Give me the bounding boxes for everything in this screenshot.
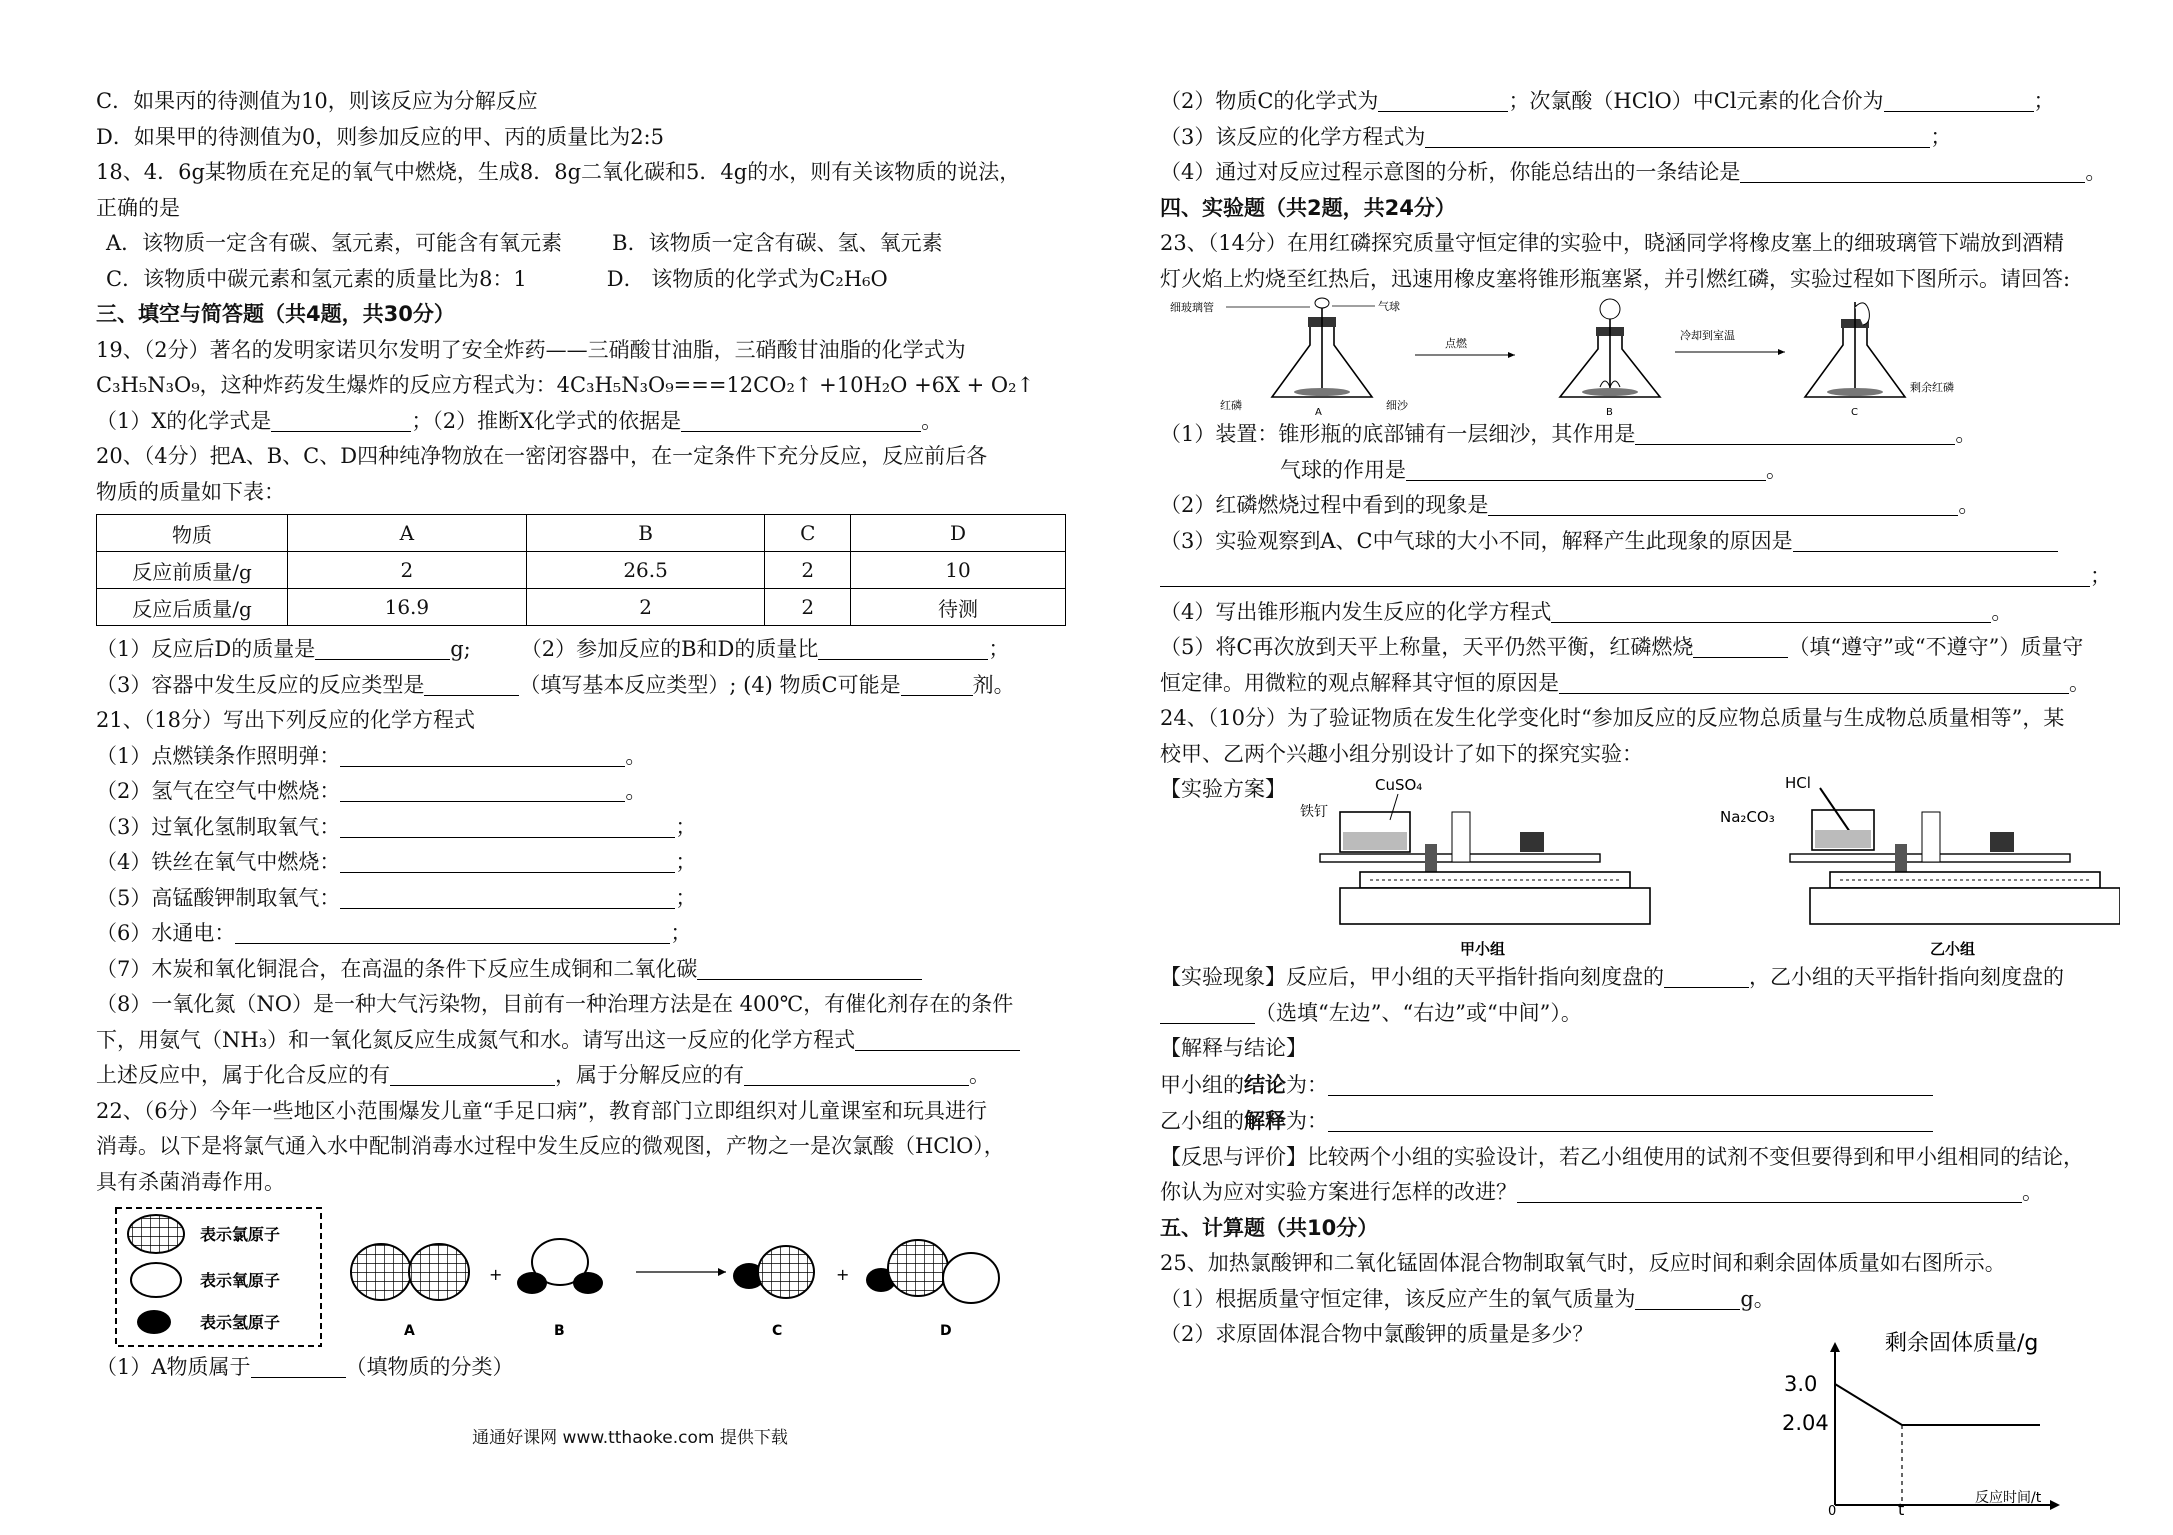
flask-svg [1160, 297, 2120, 417]
answer-blank[interactable] [1425, 125, 1930, 148]
graph-series-decline [1835, 1384, 1902, 1425]
flask-diagram [1160, 297, 2120, 417]
arrow-head-icon [718, 1268, 726, 1276]
q24-yi-bold: 解释 [1244, 1108, 1286, 1133]
table-cell: 物质 [97, 515, 288, 552]
arrow-head-icon [1508, 352, 1515, 358]
q21-item-label: （5）高锰酸钾制取氧气： [96, 885, 341, 910]
q21-stem: 21、（18分）写出下列反应的化学方程式 [96, 708, 475, 732]
q24-jia-label-b: 为： [1286, 1072, 1328, 1097]
q21-item-label: （4）铁丝在氧气中燃烧： [96, 850, 341, 874]
table-row [97, 589, 1066, 626]
answer-blank[interactable] [271, 409, 411, 432]
table-cell: 反应前质量/g [97, 552, 288, 589]
q22-stem-3: 具有杀菌消毒作用。 [96, 1169, 285, 1194]
punct: 。 [625, 743, 647, 768]
table-cell: 2 [765, 552, 851, 589]
label-cool: 冷却到室温 [1680, 329, 1735, 342]
table-cell: B [526, 515, 765, 552]
q25-2: （2）求原固体混合物中氯酸钾的质量是多少？ [1160, 1322, 1594, 1346]
label-na2co3: Na₂CO₃ [1720, 808, 1775, 826]
punct: ； [988, 637, 1010, 661]
answer-blank[interactable] [818, 637, 988, 660]
q21-item-label: （2）氢气在空气中燃烧： [96, 779, 341, 803]
section-5-heading: 五、计算题（共10分） [1160, 1215, 1379, 1240]
punct: 。 [1991, 599, 2013, 624]
punct: 。 [1766, 457, 1787, 482]
answer-blank[interactable] [1488, 493, 1958, 516]
molecule-d-oxygen [943, 1253, 999, 1303]
label-red-phosphorus: 红磷 [1220, 399, 1242, 412]
answer-blank[interactable] [1406, 458, 1766, 481]
q24-stem-2: 校甲、乙两个兴趣小组分别设计了如下的探究实验： [1160, 741, 1643, 766]
answer-blank[interactable] [1664, 965, 1749, 988]
punct: ； [2090, 564, 2111, 588]
right-column [1160, 84, 2120, 1353]
q21-item [96, 916, 1056, 952]
label-ignite: 点燃 [1445, 337, 1467, 350]
q24-phenomenon [1160, 960, 2120, 996]
q22-stem-2: 消毒。以下是将氯气通入水中配制消毒水过程中发生反应的微观图，产物之一是次氯酸（HClO）， [96, 1134, 1005, 1158]
answer-blank[interactable] [340, 886, 675, 909]
molecule-svg [96, 1200, 1056, 1350]
mass-time-graph [1770, 1330, 2070, 1515]
punct: ； [675, 885, 697, 910]
answer-blank[interactable] [315, 637, 450, 660]
q24-jia-label: 甲小组的 [1160, 1072, 1244, 1097]
answer-blank[interactable] [1884, 89, 2034, 112]
q24-phen-hint: （选填“左边”、“右边”或“中间”）。 [1255, 1000, 1582, 1025]
q21-list [96, 739, 1056, 952]
label-group-jia: 甲小组 [1460, 940, 1506, 958]
molecule-label-c: C [772, 1323, 783, 1339]
label-cuso4: CuSO₄ [1375, 776, 1423, 794]
molecule-label-b: B [554, 1323, 565, 1339]
answer-blank[interactable] [340, 779, 625, 802]
answer-blank[interactable] [744, 1063, 969, 1086]
section-4-heading: 四、实验题（共2题，共24分） [1160, 195, 1456, 220]
q24-jia-bold: 结论 [1244, 1071, 1286, 1097]
q24-yi-label-b: 为： [1286, 1109, 1328, 1133]
legend-chlorine: 表示氯原子 [200, 1225, 281, 1244]
q21-8-line-3 [96, 1058, 1056, 1094]
q20-4-label: （填写基本反应类型）; (4) 物质C可能是 [519, 672, 901, 697]
punct: ； [675, 814, 697, 839]
q21-item-label: （1）点燃镁条作照明弹： [96, 743, 341, 768]
answer-blank[interactable] [681, 409, 921, 432]
q22-1-hint: （填物质的分类） [345, 1355, 514, 1379]
answer-blank[interactable] [1517, 1180, 2022, 1203]
q22-3 [1160, 120, 2120, 156]
q20-1-label: （1）反应后D的质量是 [96, 637, 316, 661]
q23-5-hint: （填“遵守”或“不遵守”）质量守 [1788, 635, 2084, 659]
table-cell: 2 [288, 552, 527, 589]
answer-blank[interactable] [1328, 1109, 1933, 1132]
q23-1-label: （1）装置：锥形瓶的底部铺有一层细沙，其作用是 [1160, 422, 1636, 446]
table-row [97, 552, 1066, 589]
page-footer: 通通好课网 www.tthaoke.com 提供下载 [472, 1428, 788, 1448]
punct: ； [1930, 124, 1952, 149]
graph-xtick-0: 0 [1828, 1504, 1837, 1515]
label-balloon: 气球 [1378, 300, 1400, 313]
q22-3-label: （3）该反应的化学方程式为 [1160, 124, 1426, 149]
punct: 。 [921, 408, 943, 433]
q21-item [96, 881, 1056, 917]
table-cell: A [288, 515, 527, 552]
unit: g。 [1740, 1286, 1775, 1311]
table-cell: 反应后质量/g [97, 589, 288, 626]
q23-5-label: （5）将C再次放到天平上称量，天平仍然平衡，红磷燃烧 [1160, 635, 1694, 659]
q23-4 [1160, 595, 2120, 631]
q24-explain-heading: 【解释与结论】 [1160, 1036, 1307, 1060]
q20-questions-2 [96, 668, 1056, 704]
q21-8-line-2 [96, 1023, 1056, 1059]
q23-1b-label: 气球的作用是 [1280, 457, 1406, 482]
q25-1 [1160, 1282, 2120, 1318]
unit: g; [450, 637, 471, 661]
legend-hydrogen: 表示氢原子 [200, 1313, 281, 1332]
flask-a [1170, 298, 1409, 417]
answer-blank[interactable] [340, 850, 675, 873]
left-column [96, 84, 1056, 1386]
oxygen-atom-icon [131, 1263, 181, 1297]
q23-3 [1160, 524, 2120, 560]
q24-plan-label: 【实验方案】 [1160, 777, 1286, 801]
q23-4-label: （4）写出锥形瓶内发生反应的化学方程式 [1160, 599, 1552, 624]
answer-blank[interactable] [1160, 1001, 1255, 1024]
q24-stem-1: 24、（10分）为了验证物质在发生化学变化时“参加反应的反应物总质量与生成物总质量相等”，某 [1160, 706, 2065, 730]
q22-2-label: （2）物质C的化学式为 [1160, 89, 1379, 113]
q24-reflect-2 [1160, 1175, 2120, 1211]
q19-stem-2: C₃H₅N₃O₉，这种炸药发生爆炸的反应方程式为：4C₃H₅N₃O₉===12CO₂↑ +10H₂O +6X + O₂↑ [96, 373, 1035, 397]
label-hcl: HCl [1785, 774, 1811, 792]
q23-3b [1160, 559, 2120, 595]
answer-blank[interactable] [424, 673, 519, 696]
table-cell: 待测 [851, 589, 1066, 626]
q20-stem-1: 20、（4分）把A、B、C、D四种纯净物放在一密闭容器中，在一定条件下充分反应，反应前后各 [96, 444, 988, 468]
molecule-b-hydrogen-2 [573, 1272, 603, 1294]
q21-7 [96, 952, 1056, 988]
q23-3-label: （3）实验观察到A、C中气球的大小不同，解释产生此现象的原因是 [1160, 528, 1793, 553]
molecule-a-atom-2 [409, 1244, 469, 1300]
flask-b [1560, 299, 1660, 417]
q18-option-b: B．该物质一定含有碳、氢、氧元素 [612, 231, 943, 255]
q21-item [96, 810, 1056, 846]
q20-2-label: （2）参加反应的B和D的质量比 [520, 637, 819, 661]
q19-questions [96, 404, 1056, 440]
table-cell: 10 [851, 552, 1066, 589]
graph-ytick-2: 2.04 [1782, 1411, 1829, 1435]
punct: 。 [1955, 422, 1977, 446]
q21-8-combo-label: 上述反应中，属于化合反应的有 [96, 1063, 390, 1087]
balance-group-jia [1300, 776, 1650, 958]
q23-stem-2: 灯火焰上灼烧至红热后，迅速用橡皮塞将锥形瓶塞紧，并引燃红磷，实验过程如下图所示。请回答: [1160, 266, 2071, 291]
answer-blank[interactable] [1328, 1073, 1933, 1096]
answer-blank[interactable] [901, 673, 973, 696]
q17-option-d: D．如果甲的待测值为0，则参加反应的甲、丙的质量比为2:5 [96, 124, 664, 149]
q24-phen-label-b: ，乙小组的天平指针指向刻度盘的 [1749, 965, 2064, 989]
q21-item [96, 739, 1056, 775]
punct: ； [2033, 89, 2055, 113]
q18-options-ab [96, 226, 1056, 262]
q17-option-c: C．如果丙的待测值为10，则该反应为分解反应 [96, 89, 538, 113]
punct: 。 [969, 1063, 990, 1087]
mass-table [96, 514, 1066, 626]
label-glass-tube: 细玻璃管 [1170, 301, 1214, 314]
q19-stem-1: 19、（2分）著名的发明家诺贝尔发明了安全炸药——三硝酸甘油脂，三硝酸甘油脂的化学式为 [96, 337, 966, 362]
molecule-a-atom-1 [351, 1244, 411, 1300]
q18-stem-1: 18、4．6g某物质在充足的氧气中燃烧，生成8．8g二氧化碳和5．4g的水，则有关该物质的说法， [96, 160, 1021, 184]
q21-8-label: 下，用氨气（NH₃）和一氧化氮反应生成氮气和水。请写出这一反应的化学方程式 [96, 1027, 856, 1052]
answer-blank[interactable] [1559, 671, 2069, 694]
molecule-c-chlorine [758, 1246, 814, 1298]
answer-blank[interactable] [1793, 529, 2058, 552]
q21-7-label: （7）木炭和氧化铜混合，在高温的条件下反应生成铜和二氧化碳 [96, 956, 698, 981]
punct: 。 [2022, 1180, 2043, 1204]
q18-option-a: A．该物质一定含有碳、氢元素，可能含有氧元素 [106, 231, 563, 255]
q19-1-label: （1）X的化学式是 [96, 408, 272, 433]
balance-svg [1160, 772, 2120, 960]
molecule-label-a: A [404, 1323, 415, 1339]
q21-item-label: （6）水通电： [96, 921, 236, 945]
q22-4 [1160, 155, 2120, 191]
q22-stem-1: 22、（6分）今年一些地区小范围爆发儿童“手足口病”，教育部门立即组织对儿童课室和玩具进行 [96, 1098, 988, 1123]
table-header-row [97, 515, 1066, 552]
q24-jia [1160, 1067, 2120, 1104]
punct: ； [675, 850, 697, 874]
x-axis-arrow-icon [2050, 1500, 2060, 1510]
answer-blank[interactable] [235, 921, 670, 944]
q20-stem-2: 物质的质量如下表： [96, 479, 285, 504]
punct: ； [670, 921, 692, 945]
answer-blank[interactable] [697, 957, 922, 980]
label-remaining-phosphorus: 剩余红磷 [1910, 381, 1954, 394]
q25-1-label: （1）根据质量守恒定律，该反应产生的氧气质量为 [1160, 1286, 1636, 1311]
label-group-yi: 乙小组 [1930, 940, 1976, 958]
table-cell: D [851, 515, 1066, 552]
q21-item [96, 774, 1056, 810]
balance-group-yi [1720, 774, 2120, 958]
q21-item [96, 845, 1056, 881]
answer-blank[interactable] [340, 815, 675, 838]
chlorine-atom-icon [128, 1215, 184, 1253]
q23-5 [1160, 630, 2120, 666]
answer-blank[interactable] [1740, 160, 2085, 183]
punct: 。 [625, 779, 647, 803]
table-cell: 16.9 [288, 589, 527, 626]
table-cell: 2 [526, 589, 765, 626]
flask-label-b: B [1606, 407, 1613, 417]
q22-1-label: （1）A物质属于 [96, 1355, 251, 1379]
q18-option-d: D． 该物质的化学式为C₂H₆O [606, 266, 888, 291]
answer-blank[interactable] [390, 1063, 555, 1086]
q18-stem-2: 正确的是 [96, 195, 180, 220]
q23-stem-1: 23、（14分）在用红磷探究质量守恒定律的实验中，晓涵同学将橡皮塞上的细玻璃管下端放到酒精 [1160, 231, 2064, 255]
q23-1b [1160, 453, 2120, 489]
legend-oxygen: 表示氧原子 [200, 1271, 281, 1290]
q23-5b [1160, 666, 2120, 702]
q18-option-c: C．该物质中碳元素和氢元素的质量比为8：1 [106, 266, 527, 291]
table-cell: C [765, 515, 851, 552]
answer-blank[interactable] [1378, 89, 1508, 112]
q21-8-line-1: （8）一氧化氮（NO）是一种大气污染物，目前有一种治理方法是在 400℃，有催化剂存在的条件 [96, 992, 1014, 1016]
q23-5b-label: 恒定律。用微粒的观点解释其守恒的原因是 [1160, 670, 1559, 695]
q18-options-cd [96, 262, 1056, 298]
q24-reflect-label: 你认为应对实验方案进行怎样的改进？ [1160, 1180, 1517, 1204]
q21-item-label: （3）过氧化氢制取氧气： [96, 814, 341, 839]
arrow-head-icon [1778, 349, 1785, 355]
q22-4-label: （4）通过对反应过程示意图的分析，你能总结出的一条结论是 [1160, 160, 1741, 184]
q23-2 [1160, 488, 2120, 524]
graph-xlabel: 反应时间/t [1975, 1490, 2042, 1506]
plus-sign: + [489, 1265, 503, 1284]
molecule-diagram [96, 1200, 1056, 1350]
q22-1 [96, 1350, 1056, 1386]
table-cell: 2 [765, 589, 851, 626]
q24-phen-label: 【实验现象】反应后，甲小组的天平指针指向刻度盘的 [1160, 965, 1664, 989]
q25-stem: 25、加热氯酸钾和二氧化锰固体混合物制取氧气时，反应时间和剩余固体质量如右图所示。 [1160, 1251, 2006, 1275]
punct: 。 [2069, 670, 2090, 695]
q20-3-label: （3）容器中发生反应的反应类型是 [96, 672, 425, 697]
plus-sign: + [836, 1265, 850, 1284]
answer-blank[interactable] [1635, 422, 1955, 445]
y-axis-arrow-icon [1830, 1342, 1840, 1352]
flask-label-c: C [1851, 407, 1858, 417]
punct: 剂。 [972, 672, 1015, 697]
section-3-heading: 三、填空与简答题（共4题，共30分） [96, 302, 455, 326]
answer-blank[interactable] [855, 1028, 1020, 1051]
hydrogen-atom-icon [137, 1310, 171, 1334]
punct: 。 [2085, 160, 2107, 184]
q22-2 [1160, 84, 2120, 120]
flask-label-a: A [1315, 407, 1322, 417]
label-sand: 细沙 [1386, 399, 1408, 412]
q23-2-label: （2）红磷燃烧过程中看到的现象是 [1160, 493, 1489, 517]
balance-diagram [1160, 772, 2120, 960]
q24-yi [1160, 1103, 2120, 1140]
answer-blank[interactable] [1693, 635, 1788, 658]
answer-blank[interactable] [340, 744, 625, 767]
answer-blank[interactable] [251, 1355, 346, 1378]
answer-blank[interactable] [1551, 600, 1991, 623]
q21-8-decomp-label: ，属于分解反应的有 [555, 1063, 744, 1087]
flask-c [1805, 302, 1954, 417]
answer-blank[interactable] [1160, 564, 2090, 587]
punct: 。 [1958, 493, 1980, 517]
q23-1 [1160, 417, 2120, 453]
molecule-d-chlorine [888, 1240, 948, 1296]
answer-blank[interactable] [1635, 1287, 1740, 1310]
label-iron-nail: 铁钉 [1300, 804, 1328, 820]
q24-yi-label: 乙小组的 [1160, 1109, 1244, 1133]
molecule-b-hydrogen-1 [517, 1272, 547, 1294]
q19-2-label: ；（2）推断X化学式的依据是 [411, 408, 682, 433]
graph-ylabel: 剩余固体质量/g [1885, 1331, 2039, 1356]
q24-reflect-1: 【反思与评价】比较两个小组的实验设计，若乙小组使用的试剂不变但要得到和甲小组相同的结论， [1160, 1144, 2084, 1169]
table-cell: 26.5 [526, 552, 765, 589]
graph-xtick-t: t [1898, 1500, 1905, 1515]
q20-questions-1 [96, 632, 1056, 668]
q24-phenomenon-2 [1160, 996, 2120, 1032]
graph-ytick-1: 3.0 [1784, 1372, 1818, 1396]
q22-2-label-b: ；次氯酸（HClO）中Cl元素的化合价为 [1508, 89, 1884, 113]
molecule-label-d: D [940, 1323, 952, 1339]
